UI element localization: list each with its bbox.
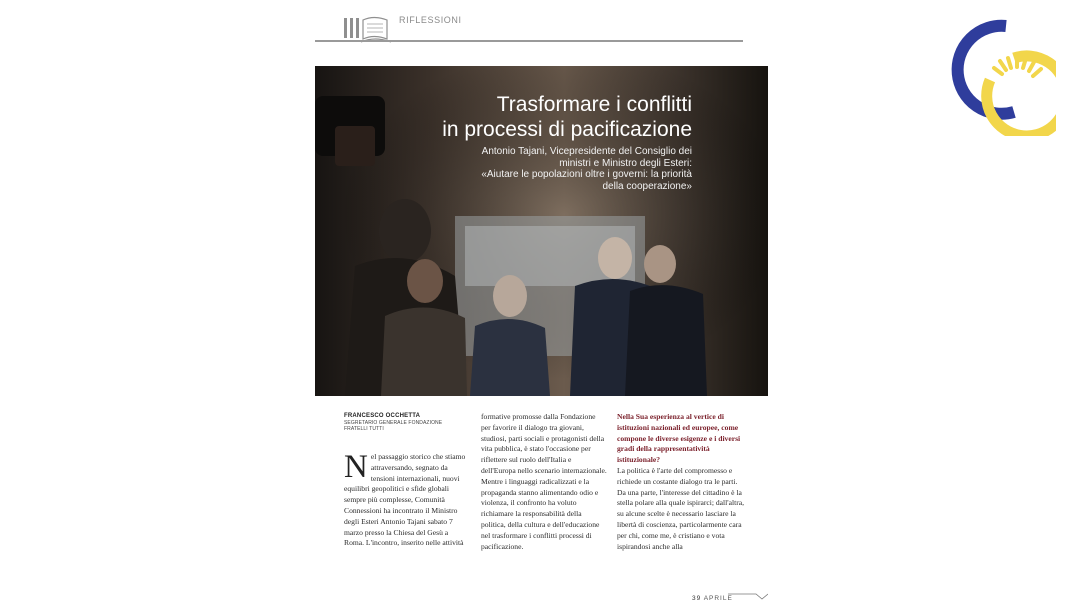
issue-month: APRILE bbox=[703, 595, 733, 602]
article-photo bbox=[315, 66, 768, 396]
section-label: RIFLESSIONI bbox=[399, 15, 462, 25]
column-2-text: formative promosse dalla Fondazione per favorire il dialogo tra giovani, studiosi, parti sociali e protagonisti della vita pubblica, è stato l'occasione per riflettere sul ruolo dell'Italia e dell'Europa nello scenario internazionale. Mentre i linguaggi radicalizzati e la propaganda stanno alimentando odio e violenza, il confronto ha voluto richiamare la responsabilità della politica, della cultura e dell'educazione nel trasformare i conflitti processi di pacificazione. bbox=[481, 412, 607, 551]
headline-line-1: Trasformare i conflitti bbox=[496, 93, 692, 116]
header-divider bbox=[315, 40, 743, 42]
folio-ornament bbox=[728, 592, 768, 600]
article-subtitle bbox=[442, 146, 692, 192]
page-folio bbox=[692, 595, 733, 602]
column-1-text: el passaggio storico che stiamo attraversando, segnato da tensioni internazionali, nuovi equilibri geopolitici e sfide globali sempre più complesse, Comunità Connessioni ha incontrato il Ministro degli Esteri Antonio Tajani sabato 7 marzo presso la Chiesa del Gesù a Roma. L'incontro, inserito nelle attività bbox=[344, 452, 466, 548]
subtitle-line-1: Antonio Tajani, Vicepresidente del Consiglio dei bbox=[481, 146, 692, 157]
subtitle-line-2: ministri e Ministro degli Esteri: bbox=[559, 157, 692, 169]
author-name: FRANCESCO OCCHETTA bbox=[344, 413, 421, 419]
article-column-2 bbox=[481, 412, 607, 552]
subtitle-line-3: «Aiutare le popolazioni oltre i governi: la priorità bbox=[481, 169, 692, 180]
author-role: SEGRETARIO GENERALE FONDAZIONE FRATELLI TUTTI bbox=[344, 420, 443, 432]
article-column-3 bbox=[617, 412, 745, 552]
article-headline bbox=[372, 92, 692, 142]
drop-cap: N bbox=[344, 449, 368, 485]
headline-line-2: in processi di pacificazione bbox=[442, 118, 692, 141]
page-number: 39 bbox=[692, 595, 702, 602]
open-book-icon bbox=[341, 12, 395, 48]
interview-answer: La politica è l'arte del compromesso e richiede un costante dialogo tra le parti. Da una parte, l'interesse del cittadino è la stella polare alla quale ispirarci; dall'altra, su alcune scelte è necessario lasciare la libertà di coscienza, particolarmente cara per chi, come me, è cristiano e vota ispirandosi anche alla bbox=[617, 465, 745, 551]
brand-logo-icon bbox=[944, 16, 1056, 136]
article-column-1 bbox=[344, 449, 466, 549]
interview-question: Nella Sua esperienza al vertice di istituzioni nazionali ed europee, come compone le diverse esigenze e i diversi gradi della rappresentatività istituzionale? bbox=[617, 412, 741, 465]
subtitle-line-4: della cooperazione» bbox=[602, 180, 692, 192]
